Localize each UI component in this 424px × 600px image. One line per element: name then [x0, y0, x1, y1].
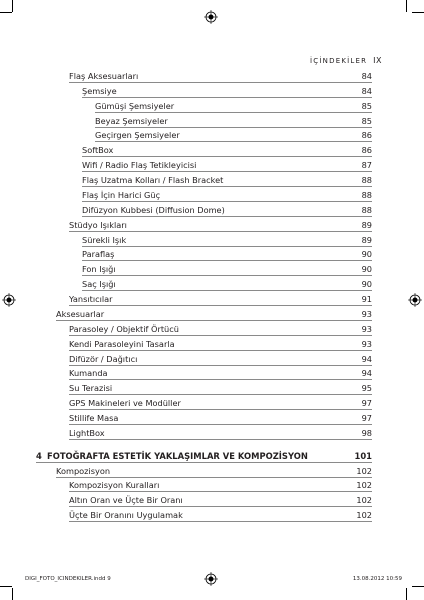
toc-entry-page: 85 — [361, 115, 372, 126]
toc-entry-page: 91 — [361, 294, 372, 305]
row-rule — [69, 335, 372, 336]
toc-entry-page: 84 — [361, 71, 372, 81]
crop-mark — [0, 12, 12, 13]
toc-row — [82, 277, 372, 291]
row-rule — [82, 275, 372, 276]
toc-entry-page: 98 — [361, 427, 372, 438]
toc-entry-title: LightBox — [69, 427, 105, 438]
registration-mark-icon — [204, 572, 218, 586]
toc-row — [82, 203, 372, 217]
row-rule — [69, 350, 372, 351]
toc-entry-title: Difüzör / Dağıtıcı — [69, 353, 138, 364]
section-title: İÇİNDEKİLER — [310, 57, 368, 65]
toc-row — [69, 69, 372, 83]
registration-mark-icon — [2, 293, 16, 307]
toc-entry-page: 102 — [356, 495, 372, 506]
row-rule — [69, 231, 372, 232]
toc-row — [69, 508, 372, 522]
toc-row — [82, 188, 372, 202]
toc-row — [69, 381, 372, 395]
toc-entry-page: 90 — [361, 279, 372, 290]
page-number: IX — [373, 56, 382, 65]
toc-row — [82, 84, 372, 98]
crop-mark — [412, 12, 424, 13]
toc-entry-title: Parasoley / Objektif Örtücü — [69, 323, 179, 334]
toc-row — [69, 493, 372, 507]
toc-entry-title: Su Terazisi — [69, 383, 113, 394]
toc-row — [69, 218, 372, 232]
toc-row — [82, 233, 372, 247]
row-rule — [69, 424, 372, 425]
toc-entry-title: Kompozisyon — [56, 465, 111, 476]
toc-row — [95, 99, 372, 113]
toc-entry-title: Stillife Masa — [69, 413, 119, 423]
toc-row — [69, 478, 372, 492]
toc-entry-page: 86 — [361, 145, 372, 156]
toc-entry-page: 102 — [356, 480, 372, 491]
toc-entry-page: 94 — [361, 353, 372, 364]
row-rule — [82, 201, 372, 202]
toc-row — [69, 426, 372, 440]
toc-entry-title: GPS Makineleri ve Modüller — [69, 398, 181, 409]
toc-entry-title: Kumanda — [69, 368, 108, 379]
toc-entry-page: 88 — [361, 189, 372, 200]
toc-entry-page: 90 — [361, 264, 372, 275]
chapter-number: 4 — [36, 450, 42, 461]
toc-row — [82, 158, 372, 172]
toc-entry-page: 90 — [361, 249, 372, 260]
chapter-page: 101 — [354, 450, 372, 461]
row-rule — [69, 82, 372, 83]
row-rule — [82, 246, 372, 247]
toc-row — [69, 396, 372, 410]
row-rule — [56, 477, 372, 478]
row-rule — [69, 409, 372, 410]
crop-mark — [12, 0, 13, 12]
crop-mark — [406, 0, 407, 12]
toc-entry-title: Kendi Parasoleyini Tasarla — [69, 338, 175, 349]
toc-entry-page: 88 — [361, 175, 372, 186]
row-rule — [82, 171, 372, 172]
toc-entry-page: 88 — [361, 204, 372, 215]
toc-entry-title: Kompozisyon Kuralları — [69, 480, 160, 491]
toc-entry-title: Wifi / Radio Flaş Tetikleyicisi — [82, 160, 197, 171]
toc-entry-title: Altın Oran ve Üçte Bir Oranı — [69, 495, 183, 506]
toc-row — [69, 352, 372, 366]
toc-entry-page: 97 — [361, 413, 372, 423]
toc-row — [69, 292, 372, 306]
row-rule — [82, 156, 372, 157]
footer-date: 13.08.2012 10:59 — [352, 576, 402, 582]
row-rule — [95, 141, 372, 142]
crop-mark — [12, 588, 13, 600]
toc-entry-title: Stüdyo Işıkları — [69, 219, 127, 230]
toc-row — [56, 464, 372, 478]
running-head — [310, 56, 382, 65]
toc-row — [95, 114, 372, 128]
row-rule — [69, 379, 372, 380]
toc-entry-page: 102 — [356, 510, 372, 521]
toc-row — [56, 307, 372, 321]
toc-entry-title: Flaş Aksesuarları — [69, 71, 139, 81]
row-rule — [69, 439, 372, 440]
toc-entry-title: Yansıtıcılar — [69, 294, 113, 305]
toc-row — [69, 411, 372, 425]
toc-entry-page: 94 — [361, 368, 372, 379]
chapter-title: FOTOĞRAFTA ESTETİK YAKLAŞIMLAR VE KOMPOZİSYON — [47, 450, 308, 461]
row-rule — [69, 506, 372, 507]
toc-entry-title: Flaş Uzatma Kolları / Flash Bracket — [82, 175, 224, 186]
toc-entry-page: 93 — [361, 323, 372, 334]
toc-row — [95, 128, 372, 142]
crop-mark — [0, 586, 12, 587]
registration-mark-icon — [408, 293, 422, 307]
row-rule — [69, 365, 372, 366]
crop-mark — [406, 588, 407, 600]
row-rule — [82, 186, 372, 187]
toc-entry-page: 89 — [361, 234, 372, 245]
row-rule — [69, 491, 372, 492]
row-rule — [56, 320, 372, 321]
row-rule — [82, 290, 372, 291]
row-rule — [82, 97, 372, 98]
row-rule — [95, 112, 372, 113]
toc-entry-title: Flaş İçin Harici Güç — [82, 189, 161, 200]
row-rule — [82, 260, 372, 261]
registration-mark-icon — [204, 10, 218, 24]
toc-entry-page: 95 — [361, 383, 372, 394]
toc-entry-title: Şemsiye — [82, 85, 117, 96]
toc-row — [82, 247, 372, 261]
toc-entry-title: Beyaz Şemsiyeler — [95, 115, 168, 126]
toc-entry-title: Gümüşi Şemsiyeler — [95, 100, 175, 111]
toc-entry-title: SoftBox — [82, 145, 114, 156]
toc-entry-title: Paraflaş — [82, 249, 115, 260]
crop-mark — [412, 586, 424, 587]
toc-entry-page: 93 — [361, 308, 372, 319]
toc-row — [69, 322, 372, 336]
toc-entry-title: Saç Işığı — [82, 279, 116, 290]
toc-row — [82, 143, 372, 157]
toc-entry-page: 97 — [361, 398, 372, 409]
toc-entry-title: Sürekli Işık — [82, 234, 127, 245]
toc-entry-page: 89 — [361, 219, 372, 230]
toc-entry-page: 84 — [361, 85, 372, 96]
row-rule — [69, 394, 372, 395]
toc-entry-page: 86 — [361, 130, 372, 141]
toc-entry-page: 85 — [361, 100, 372, 111]
row-rule — [82, 216, 372, 217]
row-rule — [69, 305, 372, 306]
toc-row — [82, 262, 372, 276]
toc-entry-title: Aksesuarlar — [56, 308, 105, 319]
toc-row — [82, 173, 372, 187]
toc-entry-title: Üçte Bir Oranını Uygulamak — [69, 510, 183, 521]
row-rule — [95, 127, 372, 128]
row-rule — [69, 521, 372, 522]
footer-file: DIGI_FOTO_ICINDEKILER.indd 9 — [25, 576, 111, 582]
toc-entry-page: 87 — [361, 160, 372, 171]
toc-entry-title: Fon Işığı — [82, 264, 116, 275]
toc-entry-title: Geçirgen Şemsiyeler — [95, 130, 180, 141]
toc-entry-page: 102 — [356, 465, 372, 476]
toc-row — [69, 337, 372, 351]
toc-row — [69, 366, 372, 380]
toc-entry-page: 93 — [361, 338, 372, 349]
chapter-heading — [36, 449, 372, 463]
row-rule — [36, 462, 372, 463]
toc-entry-title: Difüzyon Kubbesi (Diffusion Dome) — [82, 204, 225, 215]
